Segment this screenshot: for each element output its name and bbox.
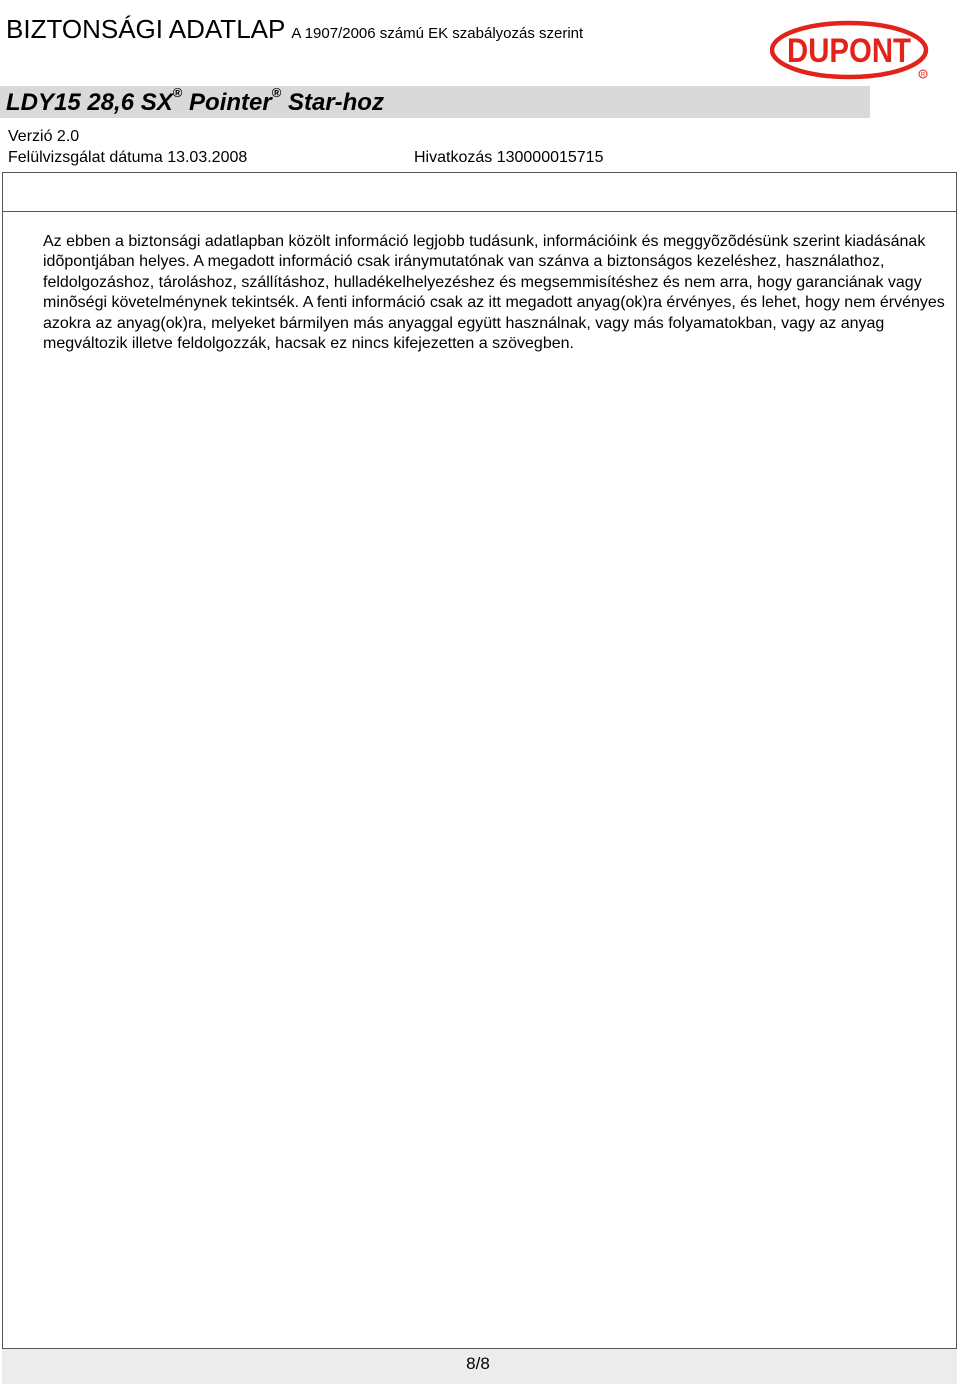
registered-mark-1: ® (172, 85, 183, 100)
dupont-logo (770, 20, 932, 80)
datasheet-title: BIZTONSÁGI ADATLAP (6, 14, 286, 44)
product-name-part3: Star-hoz (281, 89, 384, 116)
disclaimer-text: Az ebben a biztonsági adatlapban közölt információ legjobb tudásunk, információink és meggyõzõdésünk szerint kiadásának idõpontjában helyes. A megadott információ csak iránymutatónak van szánva a biztonságos kezeléshez, használathoz, feldolgozáshoz, tároláshoz, szállításhoz, hulladékelhelyezéshez és megsemmisítéshez és nem arra, hogy garanciának vagy minõségi követelménynek tekintsék. A fenti információ csak az itt megadott anyag(ok)ra érvényes, és lehet, hogy nem érvényes azokra az anyag(ok)ra, melyeket bármilyen más anyaggal együtt használnak, vagy más folyamatokban, vagy az anyag megváltozik illetve feldolgozzák, hacsak ez nincs kifejezetten a szövegben. (43, 233, 945, 353)
reference-number: Hivatkozás 130000015715 (414, 149, 604, 166)
regulation-text: A 1907/2006 számú EK szabályozás szerint (291, 25, 584, 42)
section-header-box (2, 172, 957, 212)
document-title (6, 14, 583, 45)
product-name-part2: Pointer (182, 89, 272, 116)
svg-text:R: R (920, 72, 926, 79)
version-label: Verzió 2.0 (8, 128, 80, 145)
product-name-part1: LDY15 28,6 SX (6, 89, 173, 116)
registered-mark-2: ® (271, 85, 282, 100)
review-date: Felülvizsgálat dátuma 13.03.2008 (8, 149, 248, 166)
page-number (0, 1354, 960, 1374)
page-number-text: 8/8 (466, 1354, 490, 1373)
logo-lettering: DUPONT (787, 32, 912, 70)
product-name (6, 85, 384, 117)
